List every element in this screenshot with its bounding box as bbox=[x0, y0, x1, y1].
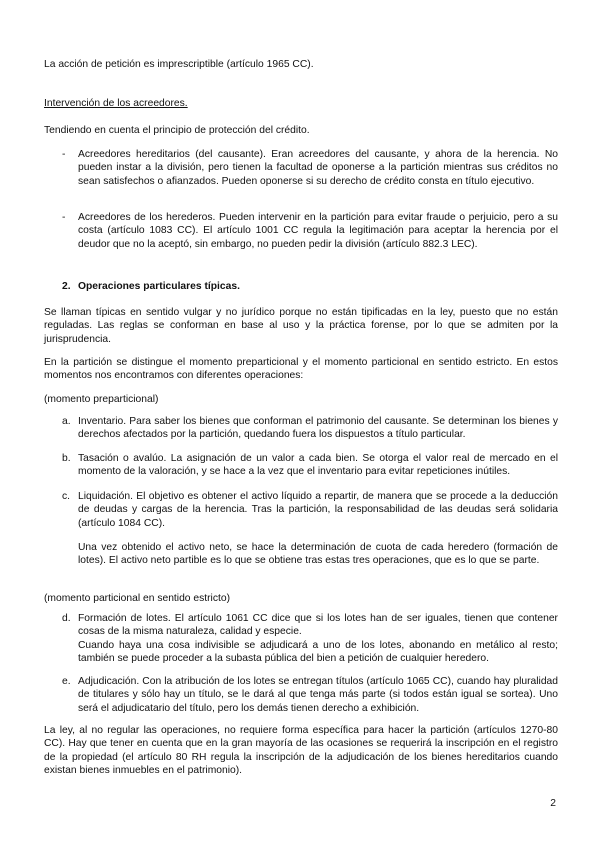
list-item bbox=[62, 148, 558, 188]
list-item bbox=[62, 612, 558, 666]
list-item-text: Formación de lotes. El artículo 1061 CC dice que si los lotes han de ser iguales, tienen que contener cosas de la misma naturaleza, calidad y especie. bbox=[78, 613, 558, 638]
list-item bbox=[62, 211, 558, 251]
paragraph: Se llaman típicas en sentido vulgar y no jurídico porque no están tipificadas en la ley, puesto que no están reguladas. Las reglas se conforman en base al uso y la práctica forense, por lo que se admiten por la jurisprudencia. bbox=[44, 307, 558, 345]
list-item bbox=[62, 452, 558, 479]
section-intro: Tendiendo en cuenta el principio de protección del crédito. bbox=[44, 125, 310, 136]
list-item bbox=[62, 490, 558, 530]
list-item-text: Liquidación. El objetivo es obtener el activo líquido a repartir, de manera que se procede a la deducción de deudas y cargas de la herencia. Tras la partición, la responsabilidad de las deudas será solidaria (artículo 1084 CC). bbox=[78, 491, 558, 529]
paragraph: En la partición se distingue el momento preparticional y el momento particional en sentido estricto. En estos momentos nos encontramos con diferentes operaciones: bbox=[44, 357, 558, 382]
list-item-text: Acreedores de los herederos. Pueden intervenir en la partición para evitar fraude o perjuicio, pero a su costa (artículo 1083 CC). El artículo 1001 CC regula la legitimación para aceptar la herencia por el deudor que no la aceptó, sin embargo, no pueden pedir la división (artículo 882.3 LEC). bbox=[78, 212, 558, 250]
list-item-text: Acreedores hereditarios (del causante). Eran acreedores del causante, y ahora de la herencia. No pueden instar a la división, pero tienen la facultad de oponerse a la partición mientras sus créditos no sean satisfechos o afianzados. Pueden oponerse si su derecho de crédito consta en título ejecutivo. bbox=[78, 149, 558, 187]
closing-paragraph: La ley, al no regular las operaciones, no requiere forma específica para hacer la partición (artículos 1270-80 CC). Hay que tener en cuenta que en la gran mayoría de las ocasiones se requerirá la inscripción en el registro de la propiedad (el artículo 80 RH regula la inscripción de la adjudicación de los bienes hereditarios cuando existan bienes inmuebles en el patrimonio). bbox=[44, 725, 558, 777]
subsection-label: (momento preparticional) bbox=[44, 394, 159, 405]
list-marker: a. bbox=[62, 416, 71, 427]
heading-title: Operaciones particulares típicas. bbox=[78, 281, 240, 292]
list-item-text: Adjudicación. Con la atribución de los lotes se entregan títulos (artículo 1065 CC), cuando hay pluralidad de titulares y sólo hay un título, se le dará al que tenga más parte (si todos están igual se sortea). Uno será el adjudicatario del título, pero los demás tienen derecho a exhibición. bbox=[78, 676, 558, 714]
intro-text: La acción de petición es imprescriptible (artículo 1965 CC). bbox=[44, 59, 314, 70]
list-marker: d. bbox=[62, 613, 71, 624]
list-item bbox=[62, 415, 558, 442]
list-item-text: Inventario. Para saber los bienes que conforman el patrimonio del causante. Se determinan los bienes y derechos afectados por la partición, quedando fuera los dispuestos a título particular. bbox=[78, 416, 558, 441]
heading-number: 2. bbox=[62, 281, 71, 292]
section-heading bbox=[62, 280, 558, 293]
section-title: Intervención de los acreedores. bbox=[44, 98, 188, 109]
list-marker: e. bbox=[62, 676, 71, 687]
list-item-extra: Cuando haya una cosa indivisible se adjudicará a uno de los lotes, abonando en metálico al resto; también se puede proceder a la subasta pública del bien a petición de cualquier heredero. bbox=[78, 639, 558, 665]
list-item-continuation: Una vez obtenido el activo neto, se hace la determinación de cuota de cada heredero (formación de lotes). El activo neto partible es lo que se obtiene tras estas tres operaciones, que es lo que se parte. bbox=[78, 542, 558, 567]
list-marker: - bbox=[62, 212, 66, 223]
list-marker: c. bbox=[62, 491, 71, 502]
list-item bbox=[62, 675, 558, 715]
list-marker: - bbox=[62, 149, 66, 160]
subsection-label: (momento particional en sentido estricto) bbox=[44, 593, 231, 604]
page-number: 2 bbox=[550, 798, 556, 809]
list-item-text: Tasación o avalúo. La asignación de un valor a cada bien. Se otorga el valor real de mercado en el momento de la valoración, y se hace a la vez que el inventario para evitar repeticiones inútiles. bbox=[78, 453, 558, 478]
list-marker: b. bbox=[62, 453, 71, 464]
